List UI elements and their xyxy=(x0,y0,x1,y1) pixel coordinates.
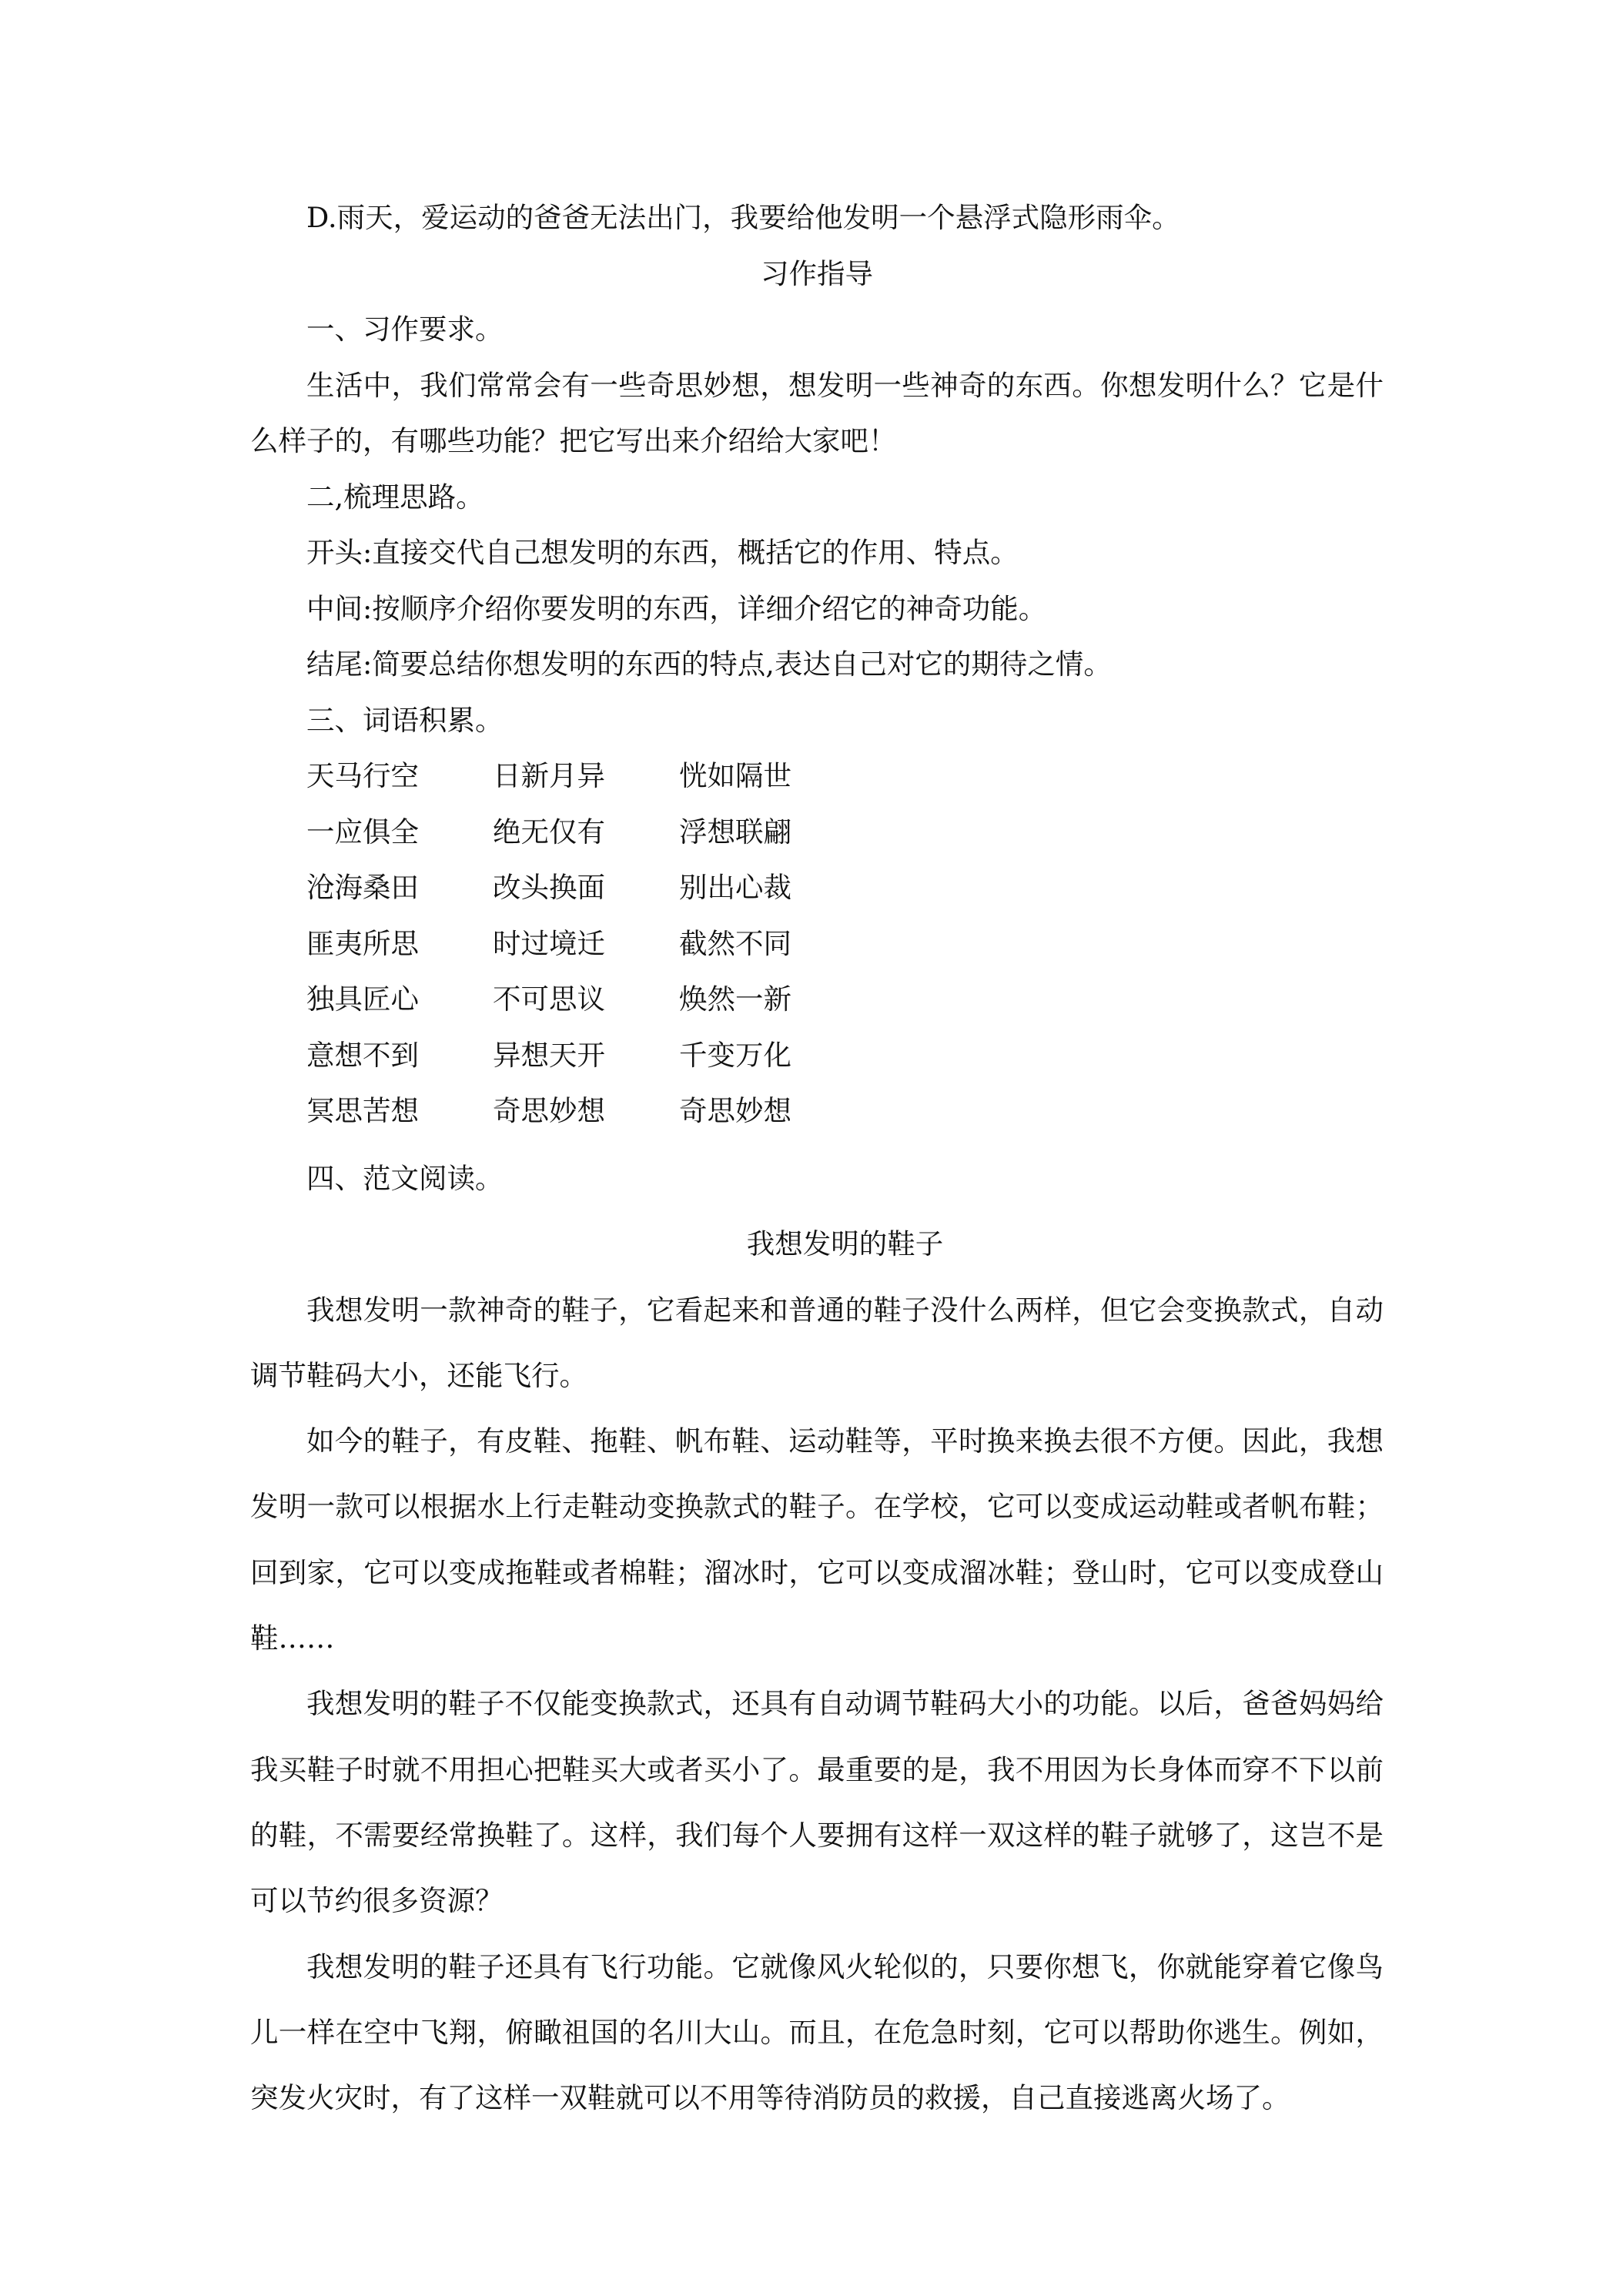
essay-line: 儿一样在空中飞翔，俯瞰祖国的名川大山。而且，在危急时刻，它可以帮助你逃生。例如， xyxy=(250,2015,1384,2049)
vocab-word: 截然不同 xyxy=(679,926,791,960)
vocab-word: 奇思妙想 xyxy=(679,1094,791,1127)
vocab-word: 千变万化 xyxy=(679,1038,791,1072)
essay-line: 的鞋，不需要经常换鞋了。这样，我们每个人要拥有这样一双这样的鞋子就够了，这岂不是 xyxy=(250,1818,1384,1852)
vocab-row xyxy=(250,916,1384,972)
essay-line: 如今的鞋子，有皮鞋、拖鞋、帆布鞋、运动鞋等，平时换来换去很不方便。因此，我想 xyxy=(306,1424,1384,1458)
vocab-word: 不可思议 xyxy=(493,982,605,1016)
vocab-word: 日新月异 xyxy=(493,759,605,792)
essay-paragraph xyxy=(250,1277,1384,1409)
essay-line: 可以节约很多资源？ xyxy=(250,1884,504,1918)
essay-line: 鞋…… xyxy=(250,1622,335,1655)
essay-line: 我买鞋子时就不用担心把鞋买大或者买小了。最重要的是，我不用因为长身体而穿不下以前 xyxy=(250,1752,1384,1786)
vocab-word: 奇思妙想 xyxy=(493,1094,605,1127)
vocab-word: 时过境迁 xyxy=(493,926,605,960)
section-title: 习作指导 xyxy=(761,256,873,290)
vocab-word: 改头换面 xyxy=(493,871,605,904)
vocab-word: 沧海桑田 xyxy=(306,871,419,904)
reading-heading: 四、范文阅读。 xyxy=(306,1162,504,1195)
outline-heading: 二,梳理思路。 xyxy=(306,480,484,514)
option-d-line: D.雨天，爱运动的爸爸无法出门，我要给他发明一个悬浮式隐形雨伞。 xyxy=(306,201,1180,234)
vocab-row xyxy=(250,805,1384,861)
vocab-row xyxy=(250,972,1384,1028)
reading-section xyxy=(250,1146,1384,2130)
essay-line: 发明一款可以根据水上行走鞋动变换款式的鞋子。在学校，它可以变成运动鞋或者帆布鞋； xyxy=(250,1490,1384,1524)
essay-title: 我想发明的鞋子 xyxy=(746,1227,944,1261)
outline-item-middle: 中间:按顺序介绍你要发明的东西，详细介绍它的神奇功能。 xyxy=(306,591,1047,625)
vocab-word: 匪夷所思 xyxy=(306,926,419,960)
vocab-row xyxy=(250,1083,1384,1140)
outline-item-ending: 结尾:简要总结你想发明的东西的特点,表达自己对它的期待之情。 xyxy=(306,648,1112,681)
requirements-line: 么样子的，有哪些功能？把它写出来介绍给大家吧！ xyxy=(250,424,897,457)
essay-line: 我想发明一款神奇的鞋子，它看起来和普通的鞋子没什么两样，但它会变换款式，自动 xyxy=(306,1293,1384,1327)
vocab-row xyxy=(250,1028,1384,1084)
outline-item-opening: 开头:直接交代自己想发明的东西，概括它的作用、特点。 xyxy=(306,536,1019,569)
vocab-word: 绝无仅有 xyxy=(493,815,605,848)
essay-line: 调节鞋码大小，还能飞行。 xyxy=(250,1358,587,1392)
vocab-row xyxy=(250,748,1384,805)
essay-paragraph xyxy=(250,1671,1384,1933)
essay-line: 突发火灾时，有了这样一双鞋就可以不用等待消防员的救援，自己直接逃离火场了。 xyxy=(250,2081,1290,2115)
vocab-word: 焕然一新 xyxy=(679,982,791,1016)
vocab-word: 意想不到 xyxy=(306,1038,419,1072)
essay-paragraph xyxy=(250,1408,1384,1671)
vocab-word: 异想天开 xyxy=(493,1038,605,1072)
vocab-word: 浮想联翩 xyxy=(679,815,791,848)
vocab-word: 别出心裁 xyxy=(679,871,791,904)
vocab-table xyxy=(250,748,1384,1140)
vocab-heading: 三、词语积累。 xyxy=(306,703,504,737)
vocab-word: 恍如隔世 xyxy=(679,759,791,792)
essay-line: 回到家，它可以变成拖鞋或者棉鞋；溜冰时，它可以变成溜冰鞋；登山时，它可以变成登山 xyxy=(250,1555,1384,1589)
requirements-line: 生活中，我们常常会有一些奇思妙想，想发明一些神奇的东西。你想发明什么？它是什 xyxy=(306,368,1384,402)
vocab-row xyxy=(250,860,1384,916)
vocab-word: 一应俱全 xyxy=(306,815,419,848)
essay-line: 我想发明的鞋子不仅能变换款式，还具有自动调节鞋码大小的功能。以后，爸爸妈妈给 xyxy=(306,1687,1384,1721)
vocab-word: 冥思苦想 xyxy=(306,1094,419,1127)
guidance-section xyxy=(250,190,1384,1140)
essay-line: 我想发明的鞋子还具有飞行功能。它就像风火轮似的，只要你想飞，你就能穿着它像鸟 xyxy=(306,1950,1384,1983)
vocab-word: 独具匠心 xyxy=(306,982,419,1016)
vocab-word: 天马行空 xyxy=(306,759,419,792)
requirements-heading: 一、习作要求。 xyxy=(306,313,504,346)
essay-paragraph xyxy=(250,1934,1384,2131)
